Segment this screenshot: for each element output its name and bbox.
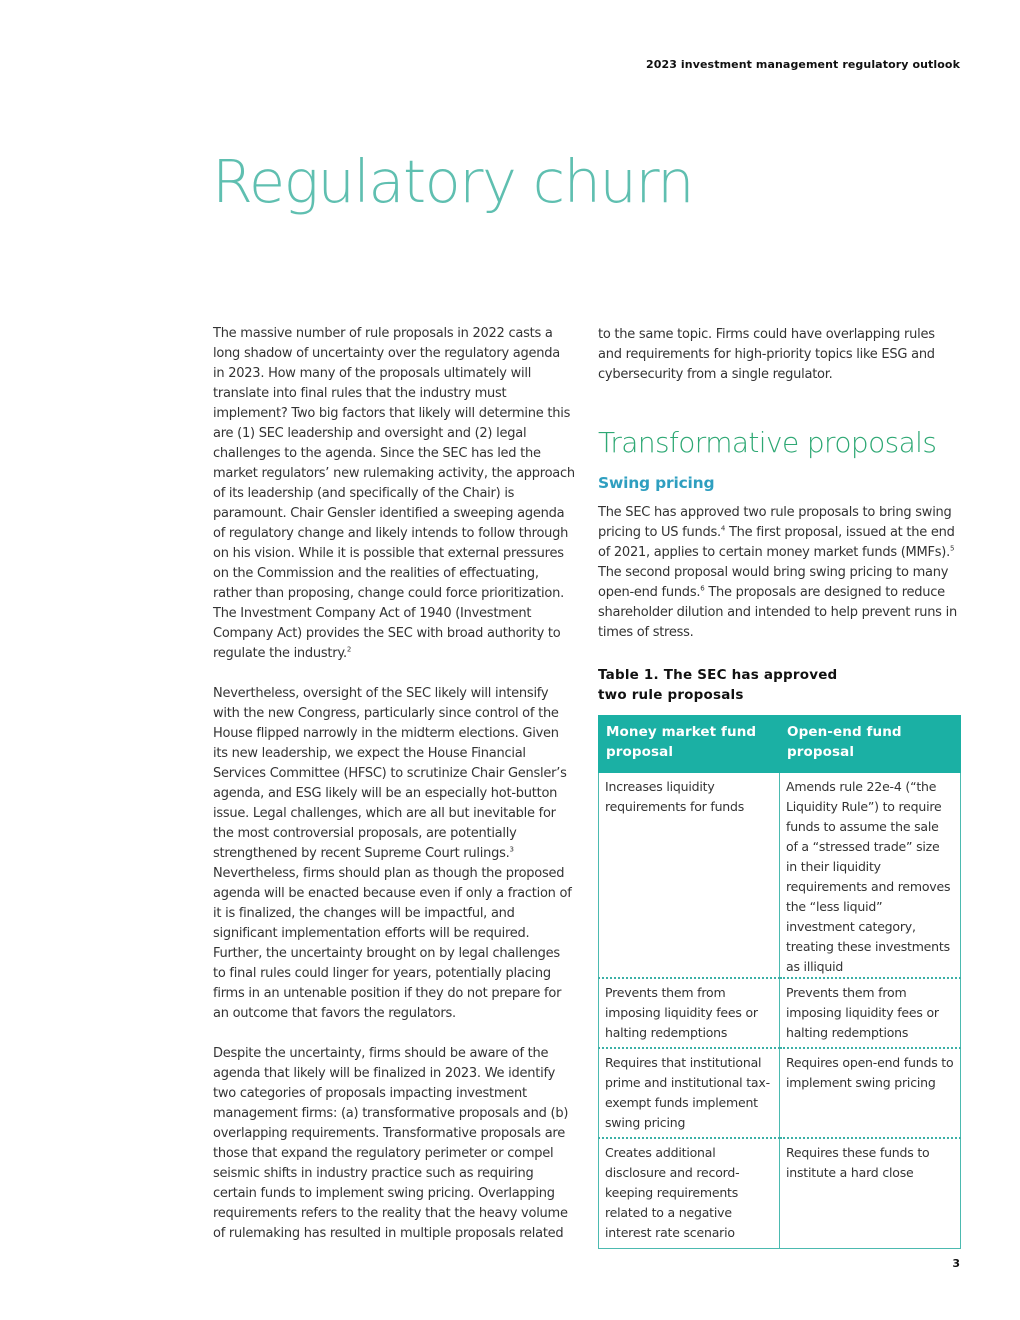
table-caption: Table 1. The SEC has approved two rule proposals bbox=[598, 667, 838, 703]
swing-text-b: The first proposal, issued at the end of 2021, applies to certain money market funds (MMFs). bbox=[598, 525, 955, 560]
table-cell: Requires open-end funds to implement swing pricing bbox=[780, 1048, 961, 1138]
table-cell: Increases liquidity requirements for funds bbox=[599, 773, 780, 979]
sub-heading: Swing pricing bbox=[598, 474, 715, 492]
table-cell: Prevents them from imposing liquidity fees or halting redemptions bbox=[780, 978, 961, 1048]
swing-text-a: The SEC has approved two rule proposals to bring swing pricing to US funds. bbox=[598, 505, 952, 540]
page-title: Regulatory churn bbox=[212, 147, 693, 216]
footnote-ref-6: 6 bbox=[700, 584, 705, 593]
table-cell: Prevents them from imposing liquidity fees or halting redemptions bbox=[599, 978, 780, 1048]
table-header-money-market: Money market fund proposal bbox=[599, 716, 780, 773]
body-paragraph-1 bbox=[213, 324, 575, 664]
running-header: 2023 investment management regulatory outlook bbox=[645, 58, 960, 71]
footnote-ref-5: 5 bbox=[949, 544, 955, 553]
section-heading: Transformative proposals bbox=[598, 426, 937, 459]
footnote-ref-3: 3 bbox=[509, 845, 514, 854]
footnote-ref-4: 4 bbox=[720, 524, 726, 533]
swing-text-c: The second proposal would bring swing pricing to many open-end funds. bbox=[598, 565, 949, 600]
swing-pricing-paragraph bbox=[598, 503, 962, 643]
right-column bbox=[598, 325, 962, 1249]
left-column bbox=[213, 324, 575, 1264]
body-paragraph-3: Despite the uncertainty, firms should be aware of the agenda that likely will be finalized in 2023. We identify two categories of proposals impacting investment management firms: (a) transformative proposals and (b) overlapping requirements. Transformative proposals are those that expand the regulatory perimeter or compel seismic shifts in industry practice such as requiring certain funds to implement swing pricing. Overlapping requirements refers to the reality that the heavy volume of rulemaking has resulted in multiple proposals related bbox=[213, 1046, 569, 1241]
body-paragraph-2-text-b: Nevertheless, firms should plan as though the proposed agenda will be enacted because even if only a fraction of it is finalized, the changes will be impactful, and significant implementation efforts will be required. Further, the uncertainty brought on by legal challenges to final rules could linger for years, potentially placing firms in an untenable position if they do not prepare for an outcome that favors the regulators. bbox=[213, 866, 572, 1021]
footnote-ref-2: 2 bbox=[346, 645, 352, 654]
table-row bbox=[599, 1048, 961, 1138]
swing-text-d: The proposals are designed to reduce shareholder dilution and intended to help prevent runs in times of stress. bbox=[598, 585, 957, 640]
body-paragraph-1-text: The massive number of rule proposals in 2022 casts a long shadow of uncertainty over the regulatory agenda in 2023. How many of the proposals ultimately will translate into final rules that the industry must implement? Two big factors that likely will determine this are (1) SEC leadership and oversight and (2) legal challenges to the agenda. Since the SEC has led the market regulators’ new rulemaking activity, the approach of its leadership (and specifically of the Chair) is paramount. Chair Gensler identified a sweeping agenda of regulatory change and likely intends to follow through on his vision. While it is possible that external pressures on the Commission and the realities of effectuating, rather than proposing, change could force prioritization. The Investment Company Act of 1940 (Investment Company Act) provides the SEC with broad authority to regulate the industry. bbox=[213, 326, 575, 661]
table-cell: Amends rule 22e-4 (“the Liquidity Rule”) to require funds to assume the sale of a “stressed trade” size in their liquidity requirements and removes the “less liquid” investment category, treating these investments as illiquid bbox=[780, 773, 961, 979]
table-row bbox=[599, 978, 961, 1048]
proposals-table bbox=[598, 715, 961, 1249]
body-paragraph-2-text-a: Nevertheless, oversight of the SEC likely will intensify with the new Congress, particularly since control of the House flipped narrowly in the midterm elections. Given its new leadership, we expect the House Financial Services Committee (HFSC) to scrutinize Chair Gensler’s agenda, and ESG likely will be an especially hot-button issue. Legal challenges, which are all but inevitable for the most controversial proposals, are potentially strengthened by recent Supreme Court rulings. bbox=[213, 686, 567, 861]
table-row bbox=[599, 773, 961, 979]
table-cell: Requires that institutional prime and institutional tax-exempt funds implement swing pricing bbox=[599, 1048, 780, 1138]
continuation-paragraph: to the same topic. Firms could have overlapping rules and requirements for high-priority topics like ESG and cybersecurity from a single regulator. bbox=[598, 327, 935, 382]
body-paragraph-2 bbox=[213, 684, 575, 1024]
page-number: 3 bbox=[952, 1257, 960, 1270]
table-cell: Creates additional disclosure and record-keeping requirements related to a negative interest rate scenario bbox=[599, 1138, 780, 1248]
table-header-open-end: Open-end fund proposal bbox=[780, 716, 961, 773]
table-cell: Requires these funds to institute a hard close bbox=[780, 1138, 961, 1248]
table-header-row bbox=[599, 716, 961, 773]
table-row bbox=[599, 1138, 961, 1248]
